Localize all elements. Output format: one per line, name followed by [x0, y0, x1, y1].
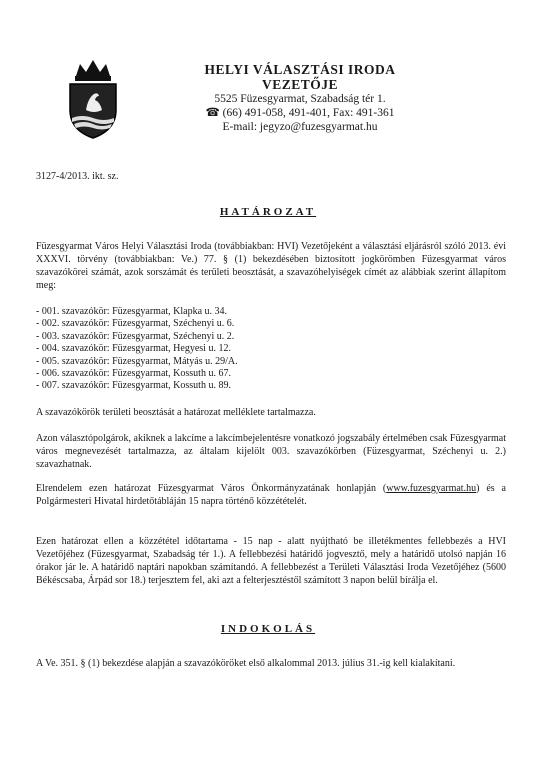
publish-text-before: Elrendelem ezen határozat Füzesgyarmat Város Önkormányzatának honlapján (	[36, 483, 387, 494]
decision-heading: HATÁROZAT	[219, 206, 317, 218]
intro-paragraph: Füzesgyarmat Város Helyi Választási Iroda (továbbiakban: HVI) Vezetőjeként a választási eljárásról szóló 2013. évi XXXVI. törvény (továbbiakban: Ve.) 77. § (1) bekezdésében biztosított jogkörömben Füzesgyarmat város szavazókörei számát, azok sorszámát és területi beosztását, a szavazóhelyiségek címét az alábbiak szerint állapítom meg:	[36, 241, 506, 291]
reference-number: 3127-4/2013. ikt. sz.	[36, 171, 119, 182]
voters-paragraph: Azon választópolgárok, akiknek a lakcíme a lakcímbejelentésre vonatkozó jogszabály értelmében csak Füzesgyarmat város megnevezését tartalmazza, az általam kijelölt 003. szavazókörben (Füzesgyarmat, Széchenyi u. 2.) szavazhatnak.	[36, 433, 506, 470]
coat-of-arms-icon	[64, 58, 122, 140]
list-item: - 002. szavazókör: Füzesgyarmat, Széchenyi u. 6.	[36, 318, 235, 330]
office-role: VEZETŐJE	[261, 77, 339, 92]
reasoning-paragraph: A Ve. 351. § (1) bekezdése alapján a szavazóköröket első alkalommal 2013. július 31.-ig kell kialakítani.	[36, 658, 456, 669]
office-name: HELYI VÁLASZTÁSI IRODA	[204, 62, 396, 77]
office-phone: ☎ (66) 491-058, 491-401, Fax: 491-361	[205, 107, 395, 119]
letterhead	[140, 62, 460, 134]
list-item: - 006. szavazókör: Füzesgyarmat, Kossuth u. 67.	[36, 368, 231, 380]
list-item: - 007. szavazókör: Füzesgyarmat, Kossuth u. 89.	[36, 380, 231, 392]
list-item: - 001. szavazókör: Füzesgyarmat, Klapka u. 34.	[36, 306, 228, 317]
publish-text-after: ) és a Polgármesteri Hivatal hirdetőtábláján 15 napra történő közzétételét.	[36, 483, 506, 507]
office-address: 5525 Füzesgyarmat, Szabadság tér 1.	[214, 93, 386, 105]
list-item: - 005. szavazókör: Füzesgyarmat, Mátyás u. 29/A.	[36, 355, 238, 367]
website-link[interactable]: www.fuzesgyarmat.hu	[386, 483, 477, 494]
list-item: - 003. szavazókör: Füzesgyarmat, Széchenyi u. 2.	[36, 330, 235, 342]
appeal-paragraph: Ezen határozat ellen a közzététel időtartama - 15 nap - alatt nyújtható be illetékmentes fellebbezés a HVI Vezetőjéhez (Füzesgyarmat, Szabadság tér 1.). A fellebbezési határidő jogvesztő, mely a határidő utolsó napján 16 órakor jár le. A határidő naptári napokban számítandó. A fellebbezést a Területi Választási Iroda Vezetőjéhez (5600 Békéscsaba, Árpád sor 18.) terjesztem fel, aki azt a felterjesztéstől számított 3 napon belül bírálja el.	[36, 536, 506, 586]
annex-paragraph: A szavazókörök területi beosztását a határozat melléklete tartalmazza.	[36, 407, 316, 418]
reasoning-heading: INDOKOLÁS	[220, 623, 316, 635]
district-list	[36, 306, 238, 393]
office-email: E-mail: jegyzo@fuzesgyarmat.hu	[222, 121, 378, 133]
list-item: - 004. szavazókör: Füzesgyarmat, Hegyesi u. 12.	[36, 343, 231, 355]
publish-paragraph	[36, 482, 506, 508]
